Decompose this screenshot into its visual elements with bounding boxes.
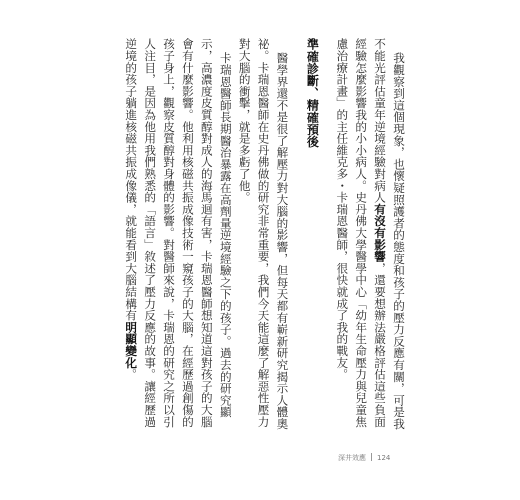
page-number: 124 [377, 454, 391, 462]
paragraph-3 [121, 38, 234, 438]
paragraph-1 [332, 38, 408, 438]
paragraph-3-end: 。 [124, 368, 139, 381]
paragraph-1-continuation: ，還要想辦法嚴格評估這些負面經驗怎麼影響我的小小病人。史丹佛大學醫學中心「幼年生命壓力與兒童焦慮治療計畫」的主任維克多・卡瑞恩醫師，很快就成了我的戰友。 [335, 38, 388, 428]
paragraph-2: 醫學界還不是很了解壓力對大腦的影響，但每天都有嶄新研究揭示人體奧祕。卡瑞恩醫師在史丹佛做的研究非常重要，我們今天能這麼了解惡性壓力對大腦的衝擊，就是多虧了他。 [237, 38, 290, 430]
paragraph-3-emphasis: 明顯變化 [124, 321, 139, 369]
footer-divider [371, 453, 372, 461]
body-text [121, 38, 408, 438]
paragraph-3-text: 卡瑞恩醫師長期醫治暴露在高劑量逆境經驗之下的孩子。過去的研究顯示，高濃度皮質醇對成人的海馬迴有害，卡瑞恩醫師想知道這對孩子的大腦會有什麼影響。他利用核磁共振成像技術一窺孩子的大腦，在經歷過創傷的孩子身上，觀察皮質醇對身體的影響。對醫師來說，卡瑞恩的研究之所以引人注目，是因為他用我們熟悉的「語言」敘述了壓力反應的故事。讓經歷過逆境的孩子躺進核磁共振成像儀，就能看到大腦結構有 [124, 38, 233, 428]
page-footer [338, 453, 390, 463]
section-heading: 準確診斷、精確預後 [305, 38, 320, 148]
running-title: 深井效應 [338, 454, 366, 462]
paragraph-1-text: 我觀察到這個現象，也懷疑照護者的態度和孩子的壓力反應有關，可是我不能光評估童年逆境經驗對病人 [373, 38, 406, 430]
paragraph-1-emphasis: 有沒有影響 [373, 203, 388, 263]
